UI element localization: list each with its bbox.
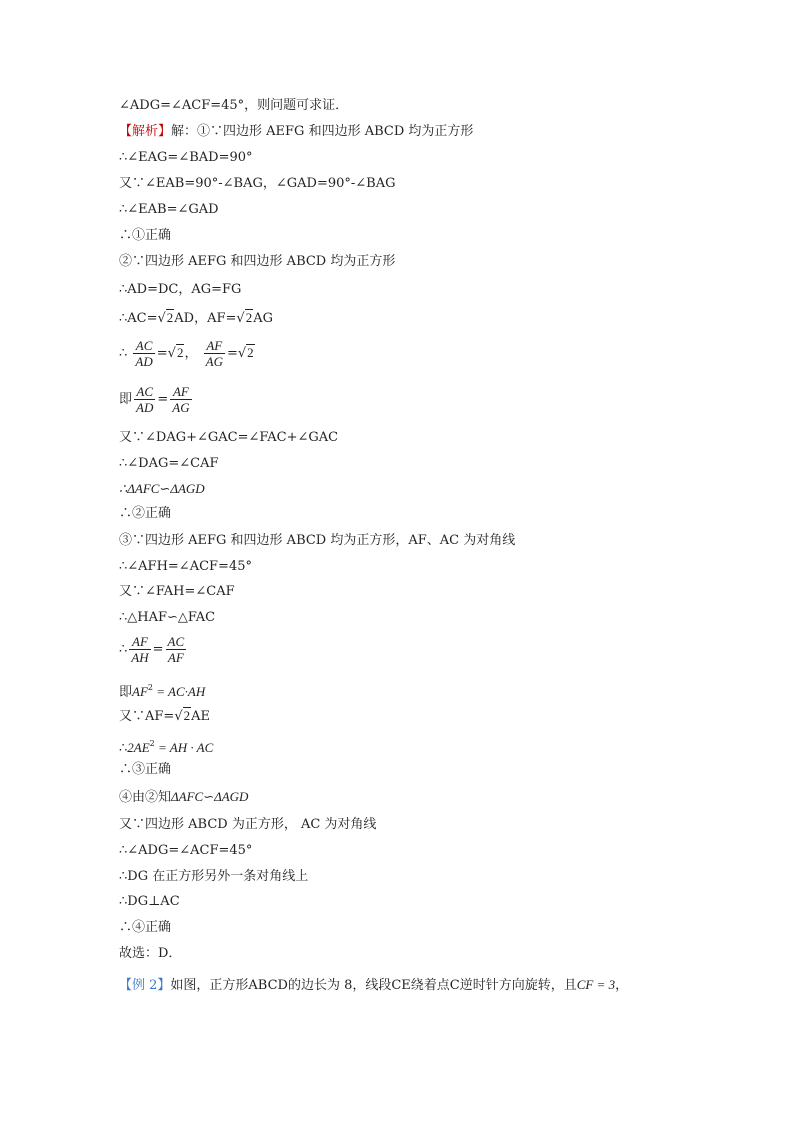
text-line: [119, 946, 181, 962]
numerator: AC: [167, 634, 185, 649]
equals-sign: =: [226, 346, 238, 361]
math-expression: 2AE: [127, 740, 150, 755]
text-line: [119, 708, 210, 725]
denominator: AD: [135, 354, 153, 369]
fraction: [166, 634, 187, 665]
text-line: [119, 789, 248, 806]
radicand: 2: [245, 310, 253, 325]
line-text: ∴①正确: [119, 228, 172, 243]
analysis-line: [119, 124, 473, 140]
text-line: [119, 456, 219, 472]
denominator: AG: [205, 354, 223, 369]
line-text: ∴DG 在正方形另外一条对角线上: [119, 869, 309, 884]
math-expression: AF: [132, 684, 148, 699]
fraction-line: [119, 338, 255, 369]
line-text: ∴ΔAFC∽ΔAGD: [119, 481, 205, 496]
denominator: AH: [131, 650, 149, 665]
text-line: [119, 817, 376, 833]
sqrt-expression: [158, 310, 175, 327]
denominator: AG: [172, 400, 190, 415]
line-text: ∴④正确: [119, 920, 172, 935]
text-line: [119, 202, 219, 218]
text-line: [119, 254, 395, 270]
line-text: ∴: [119, 741, 128, 756]
numerator: AC: [133, 338, 154, 354]
numerator: AF: [204, 338, 225, 354]
line-text: 如图，正方形ABCD的边长为 8，线段CE绕着点C逆时针方向旋转，且: [170, 978, 577, 993]
line-text: 即: [119, 392, 133, 407]
sqrt-expression: [238, 345, 255, 362]
text-line: [119, 869, 308, 885]
denominator: AF: [167, 650, 184, 665]
line-text: ∴∠ADG=∠ACF=45°: [119, 843, 253, 858]
sqrt-symbol: √: [236, 311, 245, 326]
radicand: 2: [183, 708, 191, 723]
line-text: 故选：D．: [119, 946, 182, 961]
text-line: [119, 584, 235, 600]
fraction: [134, 384, 155, 415]
fraction-line: [119, 384, 194, 415]
text-line: [119, 559, 252, 575]
text-line: [119, 843, 252, 859]
example-tag: 【例 2】: [119, 978, 171, 993]
sqrt-symbol: √: [237, 346, 247, 361]
text-line: [119, 680, 205, 701]
text-line: [119, 533, 515, 549]
sqrt-symbol: √: [174, 709, 183, 724]
example-line: [119, 977, 628, 994]
line-text: ∴∠EAB=∠GAD: [119, 202, 219, 217]
line-text: ∠ADG=∠ACF=45°，则问题可求证．: [119, 98, 349, 113]
line-text: ④由②知: [119, 790, 172, 805]
fraction-line: [119, 634, 188, 665]
text-line: [119, 282, 241, 298]
line-text: 又∵AF=: [119, 709, 175, 724]
numerator: AF: [170, 384, 191, 400]
radicand: 2: [166, 310, 174, 325]
analysis-tag: 【解析】: [119, 124, 172, 139]
fraction: [204, 338, 225, 369]
text-line: [119, 610, 215, 626]
line-text: ∴: [119, 642, 128, 657]
text-line: [119, 894, 180, 910]
line-text: ③∵四边形 AEFG 和四边形 ABCD 均为正方形，AF、AC 为对角线: [119, 533, 516, 548]
radicand: 2: [176, 345, 184, 360]
text-line: [119, 736, 213, 757]
line-text: ∴△HAF∽△FAC: [119, 610, 216, 625]
comma: ，: [184, 346, 198, 361]
math-expression: CF = 3: [576, 977, 616, 992]
line-text: AG: [253, 311, 273, 326]
text-line: [119, 762, 171, 778]
numerator: AC: [134, 384, 155, 400]
line-text: ②∵四边形 AEFG 和四边形 ABCD 均为正方形: [119, 254, 396, 269]
denominator: AD: [136, 400, 154, 415]
radicand: 2: [247, 345, 254, 360]
text-line: [119, 150, 253, 166]
text-line: [119, 920, 171, 936]
equals-sign: =: [156, 346, 168, 361]
line-text: ∴AC=: [119, 311, 158, 326]
sqrt-expression: [236, 310, 253, 327]
equals-sign: =: [157, 392, 169, 407]
sqrt-symbol: √: [157, 311, 166, 326]
text-line: [119, 176, 396, 192]
text-line: [119, 310, 273, 327]
line-text: AE: [191, 709, 210, 724]
math-expression: ΔAFC∽ΔAGD: [171, 789, 249, 804]
line-text: ∴∠EAG=∠BAD=90°: [119, 150, 253, 165]
numerator: AF: [129, 634, 150, 650]
line-text: 解：①∵四边形 AEFG 和四边形 ABCD 均为正方形: [171, 124, 474, 139]
math-expression: = AH · AC: [154, 740, 214, 755]
equals-sign: =: [152, 642, 164, 657]
text-line: [119, 506, 171, 522]
line-text: ∴③正确: [119, 762, 172, 777]
line-text: 即: [119, 685, 133, 700]
line-text: ∴②正确: [119, 506, 172, 521]
line-text: ，: [615, 978, 629, 993]
text-line: [119, 98, 348, 114]
sqrt-expression: [174, 708, 191, 725]
line-text: ∴DG⊥AC: [119, 894, 180, 909]
line-text: ∴: [119, 346, 128, 361]
superscript: 2: [149, 739, 155, 748]
line-text: ∴∠AFH=∠ACF=45°: [119, 559, 252, 574]
line-text: ∴∠DAG=∠CAF: [119, 456, 219, 471]
fraction: [129, 634, 150, 665]
sqrt-symbol: √: [167, 346, 176, 361]
text-line: [119, 228, 171, 244]
line-text: 又∵∠EAB=90°-∠BAG，∠GAD=90°-∠BAG: [119, 176, 396, 191]
line-text: AD，AF=: [174, 311, 237, 326]
line-text: 又∵∠FAH=∠CAF: [119, 584, 235, 599]
line-text: 又∵四边形 ABCD 为正方形， AC 为对角线: [119, 817, 377, 832]
text-line: [119, 430, 338, 446]
superscript: 2: [147, 683, 153, 692]
line-text: 又∵∠DAG+∠GAC=∠FAC+∠GAC: [119, 430, 339, 445]
text-line: [119, 481, 205, 497]
line-text: ∴AD=DC，AG=FG: [119, 282, 242, 297]
sqrt-expression: [168, 345, 185, 362]
fraction: [133, 338, 154, 369]
math-expression: = AC·AH: [153, 684, 206, 699]
fraction: [170, 384, 191, 415]
